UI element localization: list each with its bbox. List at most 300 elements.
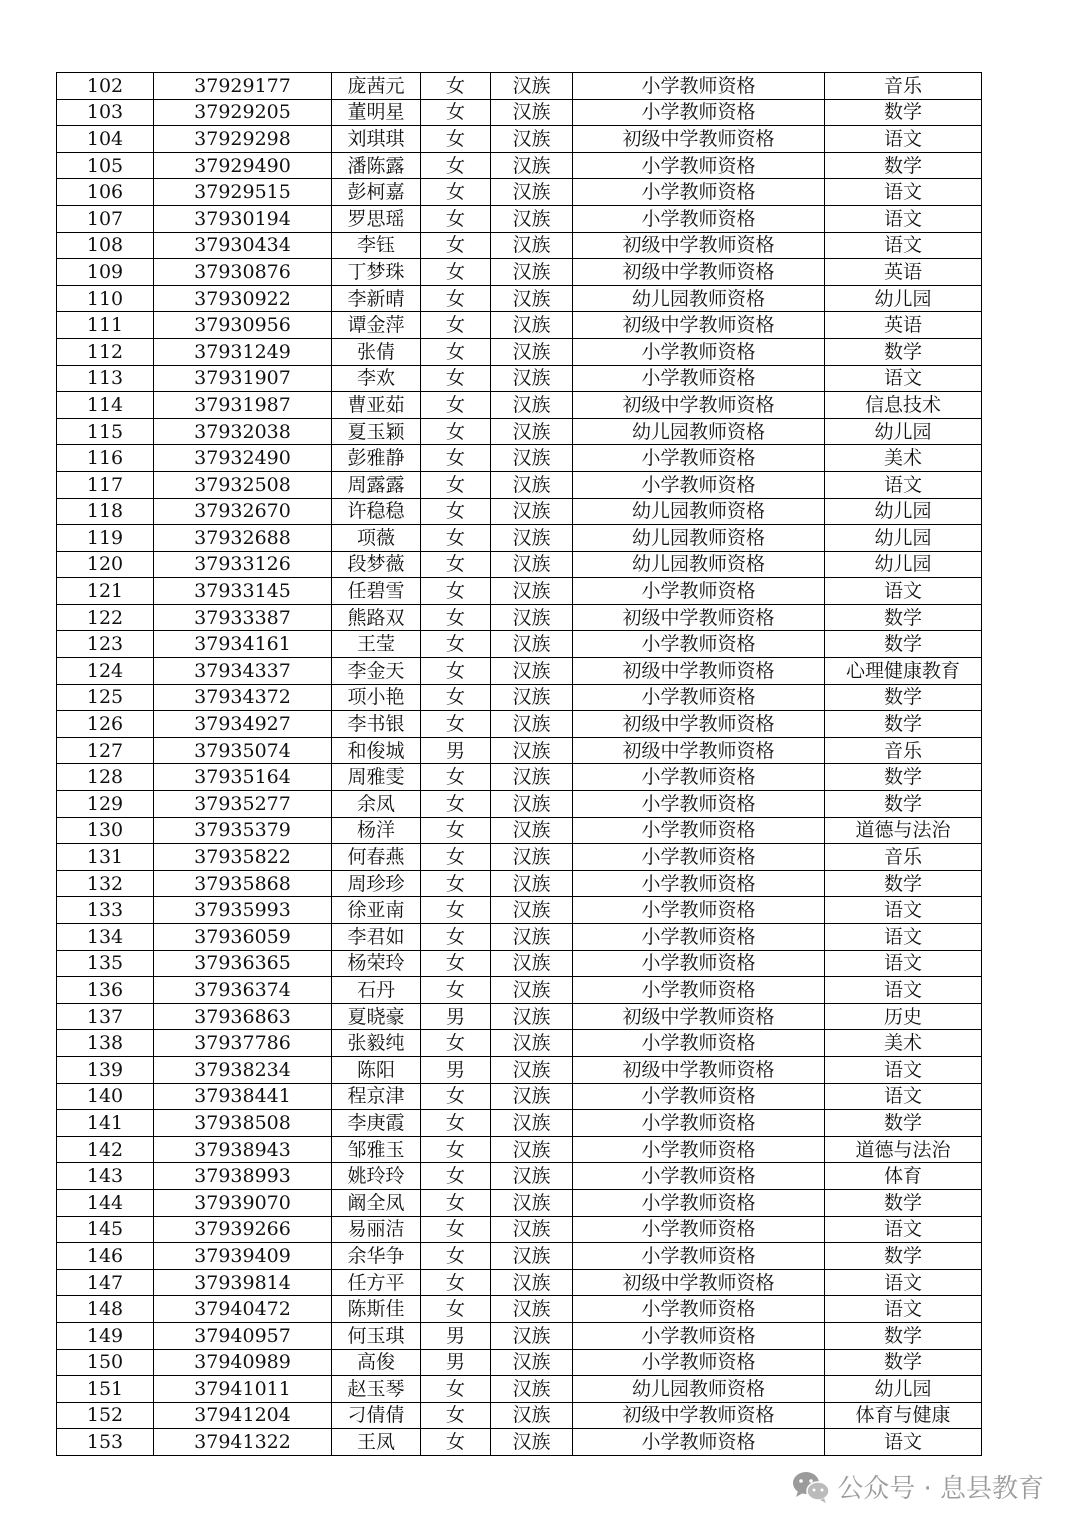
gender-cell: 女	[421, 1216, 491, 1243]
name-cell: 彭柯嘉	[332, 179, 421, 206]
qualification-cell: 小学教师资格	[573, 338, 825, 365]
name-cell: 阚全凤	[332, 1189, 421, 1216]
row-index-cell: 108	[57, 232, 154, 259]
ethnicity-cell: 汉族	[491, 471, 573, 498]
exam-id-cell: 37930876	[154, 259, 332, 286]
name-cell: 赵玉琴	[332, 1376, 421, 1403]
row-index-cell: 120	[57, 551, 154, 578]
table-row	[57, 1402, 982, 1429]
qualification-cell: 幼儿园教师资格	[573, 418, 825, 445]
name-cell: 李金天	[332, 658, 421, 685]
exam-id-cell: 37939070	[154, 1189, 332, 1216]
subject-cell: 数学	[825, 870, 982, 897]
table-row	[57, 1083, 982, 1110]
gender-cell: 女	[421, 338, 491, 365]
name-cell: 许稳稳	[332, 498, 421, 525]
exam-id-cell: 37936365	[154, 950, 332, 977]
exam-id-cell: 37936863	[154, 1003, 332, 1030]
ethnicity-cell: 汉族	[491, 1003, 573, 1030]
table-row	[57, 1030, 982, 1057]
subject-cell: 美术	[825, 1030, 982, 1057]
qualification-cell: 初级中学教师资格	[573, 604, 825, 631]
exam-id-cell: 37930956	[154, 312, 332, 339]
gender-cell: 女	[421, 924, 491, 951]
row-index-cell: 121	[57, 578, 154, 605]
ethnicity-cell: 汉族	[491, 764, 573, 791]
row-index-cell: 113	[57, 365, 154, 392]
table-row	[57, 737, 982, 764]
row-index-cell: 150	[57, 1349, 154, 1376]
row-index-cell: 107	[57, 205, 154, 232]
qualification-cell: 小学教师资格	[573, 844, 825, 871]
ethnicity-cell: 汉族	[491, 232, 573, 259]
gender-cell: 女	[421, 1136, 491, 1163]
row-index-cell: 110	[57, 285, 154, 312]
name-cell: 徐亚南	[332, 897, 421, 924]
ethnicity-cell: 汉族	[491, 1216, 573, 1243]
gender-cell: 女	[421, 844, 491, 871]
subject-cell: 英语	[825, 312, 982, 339]
qualification-cell: 初级中学教师资格	[573, 1003, 825, 1030]
row-index-cell: 127	[57, 737, 154, 764]
subject-cell: 美术	[825, 445, 982, 472]
qualification-cell: 小学教师资格	[573, 1429, 825, 1456]
name-cell: 陈阳	[332, 1056, 421, 1083]
table-row	[57, 205, 982, 232]
name-cell: 潘陈露	[332, 152, 421, 179]
subject-cell: 语文	[825, 1269, 982, 1296]
table-row	[57, 445, 982, 472]
qualification-cell: 小学教师资格	[573, 1189, 825, 1216]
name-cell: 邹雅玉	[332, 1136, 421, 1163]
exam-id-cell: 37930922	[154, 285, 332, 312]
qualification-cell: 小学教师资格	[573, 73, 825, 100]
ethnicity-cell: 汉族	[491, 285, 573, 312]
exam-id-cell: 37932670	[154, 498, 332, 525]
name-cell: 王莹	[332, 631, 421, 658]
name-cell: 周珍珍	[332, 870, 421, 897]
table-row	[57, 1136, 982, 1163]
ethnicity-cell: 汉族	[491, 1083, 573, 1110]
subject-cell: 语文	[825, 1083, 982, 1110]
qualification-cell: 初级中学教师资格	[573, 259, 825, 286]
subject-cell: 幼儿园	[825, 551, 982, 578]
ethnicity-cell: 汉族	[491, 1189, 573, 1216]
table-row	[57, 338, 982, 365]
table-row	[57, 897, 982, 924]
exam-id-cell: 37936374	[154, 977, 332, 1004]
subject-cell: 幼儿园	[825, 525, 982, 552]
row-index-cell: 136	[57, 977, 154, 1004]
table-row	[57, 365, 982, 392]
subject-cell: 音乐	[825, 844, 982, 871]
ethnicity-cell: 汉族	[491, 259, 573, 286]
ethnicity-cell: 汉族	[491, 1163, 573, 1190]
qualification-cell: 小学教师资格	[573, 897, 825, 924]
name-cell: 程京津	[332, 1083, 421, 1110]
row-index-cell: 148	[57, 1296, 154, 1323]
row-index-cell: 147	[57, 1269, 154, 1296]
exam-id-cell: 37935277	[154, 791, 332, 818]
exam-id-cell: 37931987	[154, 392, 332, 419]
gender-cell: 女	[421, 1189, 491, 1216]
table-row	[57, 950, 982, 977]
exam-id-cell: 37938508	[154, 1110, 332, 1137]
exam-id-cell: 37932688	[154, 525, 332, 552]
gender-cell: 男	[421, 1322, 491, 1349]
exam-id-cell: 37934927	[154, 711, 332, 738]
table-row	[57, 471, 982, 498]
name-cell: 李书银	[332, 711, 421, 738]
name-cell: 谭金萍	[332, 312, 421, 339]
table-row	[57, 684, 982, 711]
table-row	[57, 1296, 982, 1323]
ethnicity-cell: 汉族	[491, 977, 573, 1004]
ethnicity-cell: 汉族	[491, 1269, 573, 1296]
qualification-cell: 初级中学教师资格	[573, 312, 825, 339]
gender-cell: 女	[421, 445, 491, 472]
gender-cell: 女	[421, 418, 491, 445]
table-row	[57, 1269, 982, 1296]
name-cell: 任方平	[332, 1269, 421, 1296]
ethnicity-cell: 汉族	[491, 658, 573, 685]
table-row	[57, 1163, 982, 1190]
exam-id-cell: 37935164	[154, 764, 332, 791]
gender-cell: 女	[421, 126, 491, 153]
ethnicity-cell: 汉族	[491, 392, 573, 419]
table-row	[57, 418, 982, 445]
row-index-cell: 126	[57, 711, 154, 738]
row-index-cell: 116	[57, 445, 154, 472]
name-cell: 李庚霞	[332, 1110, 421, 1137]
gender-cell: 女	[421, 1030, 491, 1057]
qualification-cell: 小学教师资格	[573, 1030, 825, 1057]
row-index-cell: 145	[57, 1216, 154, 1243]
qualification-cell: 幼儿园教师资格	[573, 1376, 825, 1403]
gender-cell: 女	[421, 791, 491, 818]
gender-cell: 男	[421, 1003, 491, 1030]
gender-cell: 女	[421, 711, 491, 738]
subject-cell: 数学	[825, 684, 982, 711]
gender-cell: 女	[421, 578, 491, 605]
table-row	[57, 844, 982, 871]
row-index-cell: 103	[57, 99, 154, 126]
gender-cell: 女	[421, 392, 491, 419]
ethnicity-cell: 汉族	[491, 73, 573, 100]
exam-id-cell: 37931907	[154, 365, 332, 392]
gender-cell: 女	[421, 285, 491, 312]
subject-cell: 数学	[825, 99, 982, 126]
qualification-cell: 小学教师资格	[573, 1216, 825, 1243]
subject-cell: 幼儿园	[825, 498, 982, 525]
gender-cell: 女	[421, 312, 491, 339]
name-cell: 余凤	[332, 791, 421, 818]
row-index-cell: 143	[57, 1163, 154, 1190]
name-cell: 易丽洁	[332, 1216, 421, 1243]
subject-cell: 数学	[825, 152, 982, 179]
qualification-cell: 小学教师资格	[573, 631, 825, 658]
gender-cell: 女	[421, 604, 491, 631]
name-cell: 任碧雪	[332, 578, 421, 605]
gender-cell: 女	[421, 870, 491, 897]
subject-cell: 数学	[825, 631, 982, 658]
ethnicity-cell: 汉族	[491, 924, 573, 951]
watermark-text: 公众号 · 息县教育	[837, 1474, 1044, 1504]
gender-cell: 女	[421, 764, 491, 791]
qualification-cell: 小学教师资格	[573, 950, 825, 977]
qualification-cell: 初级中学教师资格	[573, 126, 825, 153]
subject-cell: 语文	[825, 950, 982, 977]
subject-cell: 语文	[825, 578, 982, 605]
table-row	[57, 525, 982, 552]
row-index-cell: 153	[57, 1429, 154, 1456]
gender-cell: 男	[421, 1056, 491, 1083]
ethnicity-cell: 汉族	[491, 1349, 573, 1376]
name-cell: 彭雅静	[332, 445, 421, 472]
subject-cell: 历史	[825, 1003, 982, 1030]
ethnicity-cell: 汉族	[491, 498, 573, 525]
qualification-cell: 初级中学教师资格	[573, 737, 825, 764]
exam-id-cell: 37940472	[154, 1296, 332, 1323]
exam-id-cell: 37929205	[154, 99, 332, 126]
name-cell: 周雅雯	[332, 764, 421, 791]
exam-id-cell: 37930194	[154, 205, 332, 232]
exam-id-cell: 37934161	[154, 631, 332, 658]
qualification-cell: 初级中学教师资格	[573, 1269, 825, 1296]
exam-id-cell: 37938441	[154, 1083, 332, 1110]
qualification-cell: 小学教师资格	[573, 977, 825, 1004]
qualification-cell: 小学教师资格	[573, 924, 825, 951]
wechat-icon	[791, 1470, 831, 1504]
ethnicity-cell: 汉族	[491, 578, 573, 605]
qualification-cell: 小学教师资格	[573, 1083, 825, 1110]
subject-cell: 数学	[825, 791, 982, 818]
exam-id-cell: 37933387	[154, 604, 332, 631]
table-row	[57, 631, 982, 658]
ethnicity-cell: 汉族	[491, 1110, 573, 1137]
qualification-cell: 小学教师资格	[573, 205, 825, 232]
name-cell: 曹亚茹	[332, 392, 421, 419]
qualification-cell: 小学教师资格	[573, 870, 825, 897]
table-row	[57, 1429, 982, 1456]
table-row	[57, 924, 982, 951]
exam-id-cell: 37932490	[154, 445, 332, 472]
subject-cell: 体育与健康	[825, 1402, 982, 1429]
row-index-cell: 124	[57, 658, 154, 685]
row-index-cell: 146	[57, 1243, 154, 1270]
ethnicity-cell: 汉族	[491, 844, 573, 871]
ethnicity-cell: 汉族	[491, 737, 573, 764]
table-row	[57, 232, 982, 259]
qualification-cell: 小学教师资格	[573, 365, 825, 392]
gender-cell: 女	[421, 259, 491, 286]
exam-id-cell: 37934372	[154, 684, 332, 711]
ethnicity-cell: 汉族	[491, 1402, 573, 1429]
table-row	[57, 73, 982, 100]
row-index-cell: 132	[57, 870, 154, 897]
exam-id-cell: 37933126	[154, 551, 332, 578]
subject-cell: 语文	[825, 897, 982, 924]
gender-cell: 女	[421, 73, 491, 100]
table-row	[57, 604, 982, 631]
subject-cell: 数学	[825, 1322, 982, 1349]
table-row	[57, 711, 982, 738]
table-row	[57, 1110, 982, 1137]
exam-id-cell: 37939814	[154, 1269, 332, 1296]
ethnicity-cell: 汉族	[491, 445, 573, 472]
gender-cell: 女	[421, 1296, 491, 1323]
gender-cell: 男	[421, 1349, 491, 1376]
ethnicity-cell: 汉族	[491, 1429, 573, 1456]
row-index-cell: 141	[57, 1110, 154, 1137]
row-index-cell: 122	[57, 604, 154, 631]
subject-cell: 道德与法治	[825, 817, 982, 844]
gender-cell: 女	[421, 99, 491, 126]
gender-cell: 女	[421, 471, 491, 498]
subject-cell: 幼儿园	[825, 285, 982, 312]
roster-table-body	[57, 73, 982, 1456]
subject-cell: 语文	[825, 977, 982, 1004]
ethnicity-cell: 汉族	[491, 870, 573, 897]
gender-cell: 女	[421, 631, 491, 658]
subject-cell: 英语	[825, 259, 982, 286]
qualification-cell: 小学教师资格	[573, 1110, 825, 1137]
name-cell: 项小艳	[332, 684, 421, 711]
ethnicity-cell: 汉族	[491, 817, 573, 844]
qualification-cell: 小学教师资格	[573, 684, 825, 711]
table-row	[57, 578, 982, 605]
row-index-cell: 106	[57, 179, 154, 206]
subject-cell: 语文	[825, 179, 982, 206]
qualification-cell: 幼儿园教师资格	[573, 285, 825, 312]
exam-id-cell: 37939266	[154, 1216, 332, 1243]
gender-cell: 女	[421, 498, 491, 525]
qualification-cell: 初级中学教师资格	[573, 658, 825, 685]
gender-cell: 女	[421, 1163, 491, 1190]
subject-cell: 语文	[825, 232, 982, 259]
name-cell: 姚玲玲	[332, 1163, 421, 1190]
subject-cell: 语文	[825, 1296, 982, 1323]
exam-id-cell: 37932038	[154, 418, 332, 445]
name-cell: 周露露	[332, 471, 421, 498]
exam-id-cell: 37935822	[154, 844, 332, 871]
gender-cell: 女	[421, 179, 491, 206]
row-index-cell: 131	[57, 844, 154, 871]
table-row	[57, 99, 982, 126]
subject-cell: 数学	[825, 764, 982, 791]
ethnicity-cell: 汉族	[491, 1136, 573, 1163]
ethnicity-cell: 汉族	[491, 179, 573, 206]
exam-id-cell: 37934337	[154, 658, 332, 685]
gender-cell: 女	[421, 152, 491, 179]
row-index-cell: 129	[57, 791, 154, 818]
name-cell: 张倩	[332, 338, 421, 365]
ethnicity-cell: 汉族	[491, 365, 573, 392]
exam-id-cell: 37938234	[154, 1056, 332, 1083]
row-index-cell: 151	[57, 1376, 154, 1403]
ethnicity-cell: 汉族	[491, 99, 573, 126]
gender-cell: 女	[421, 525, 491, 552]
name-cell: 和俊城	[332, 737, 421, 764]
qualification-cell: 小学教师资格	[573, 152, 825, 179]
row-index-cell: 149	[57, 1322, 154, 1349]
name-cell: 何玉琪	[332, 1322, 421, 1349]
table-row	[57, 1243, 982, 1270]
qualification-cell: 小学教师资格	[573, 471, 825, 498]
subject-cell: 数学	[825, 1189, 982, 1216]
name-cell: 张毅纯	[332, 1030, 421, 1057]
table-row	[57, 977, 982, 1004]
table-row	[57, 1003, 982, 1030]
name-cell: 石丹	[332, 977, 421, 1004]
qualification-cell: 初级中学教师资格	[573, 711, 825, 738]
row-index-cell: 128	[57, 764, 154, 791]
ethnicity-cell: 汉族	[491, 1243, 573, 1270]
exam-id-cell: 37939409	[154, 1243, 332, 1270]
table-row	[57, 152, 982, 179]
subject-cell: 数学	[825, 1110, 982, 1137]
ethnicity-cell: 汉族	[491, 1376, 573, 1403]
gender-cell: 男	[421, 737, 491, 764]
name-cell: 熊路双	[332, 604, 421, 631]
gender-cell: 女	[421, 950, 491, 977]
table-row	[57, 1376, 982, 1403]
qualification-cell: 幼儿园教师资格	[573, 551, 825, 578]
row-index-cell: 139	[57, 1056, 154, 1083]
gender-cell: 女	[421, 817, 491, 844]
exam-id-cell: 37941322	[154, 1429, 332, 1456]
subject-cell: 体育	[825, 1163, 982, 1190]
exam-id-cell: 37940989	[154, 1349, 332, 1376]
subject-cell: 幼儿园	[825, 418, 982, 445]
name-cell: 项薇	[332, 525, 421, 552]
exam-id-cell: 37940957	[154, 1322, 332, 1349]
qualification-cell: 小学教师资格	[573, 1296, 825, 1323]
row-index-cell: 144	[57, 1189, 154, 1216]
gender-cell: 女	[421, 365, 491, 392]
name-cell: 杨荣玲	[332, 950, 421, 977]
row-index-cell: 114	[57, 392, 154, 419]
gender-cell: 女	[421, 977, 491, 1004]
subject-cell: 数学	[825, 1349, 982, 1376]
watermark	[791, 1468, 1044, 1505]
row-index-cell: 104	[57, 126, 154, 153]
ethnicity-cell: 汉族	[491, 418, 573, 445]
row-index-cell: 137	[57, 1003, 154, 1030]
exam-id-cell: 37936059	[154, 924, 332, 951]
qualification-cell: 初级中学教师资格	[573, 1056, 825, 1083]
table-row	[57, 764, 982, 791]
qualification-cell: 小学教师资格	[573, 578, 825, 605]
ethnicity-cell: 汉族	[491, 338, 573, 365]
row-index-cell: 135	[57, 950, 154, 977]
table-row	[57, 126, 982, 153]
name-cell: 王凤	[332, 1429, 421, 1456]
subject-cell: 音乐	[825, 73, 982, 100]
exam-id-cell: 37929515	[154, 179, 332, 206]
table-row	[57, 179, 982, 206]
subject-cell: 音乐	[825, 737, 982, 764]
table-row	[57, 1322, 982, 1349]
row-index-cell: 133	[57, 897, 154, 924]
table-row	[57, 498, 982, 525]
gender-cell: 女	[421, 1429, 491, 1456]
name-cell: 李钰	[332, 232, 421, 259]
ethnicity-cell: 汉族	[491, 897, 573, 924]
subject-cell: 数学	[825, 1243, 982, 1270]
subject-cell: 语文	[825, 126, 982, 153]
qualification-cell: 幼儿园教师资格	[573, 525, 825, 552]
